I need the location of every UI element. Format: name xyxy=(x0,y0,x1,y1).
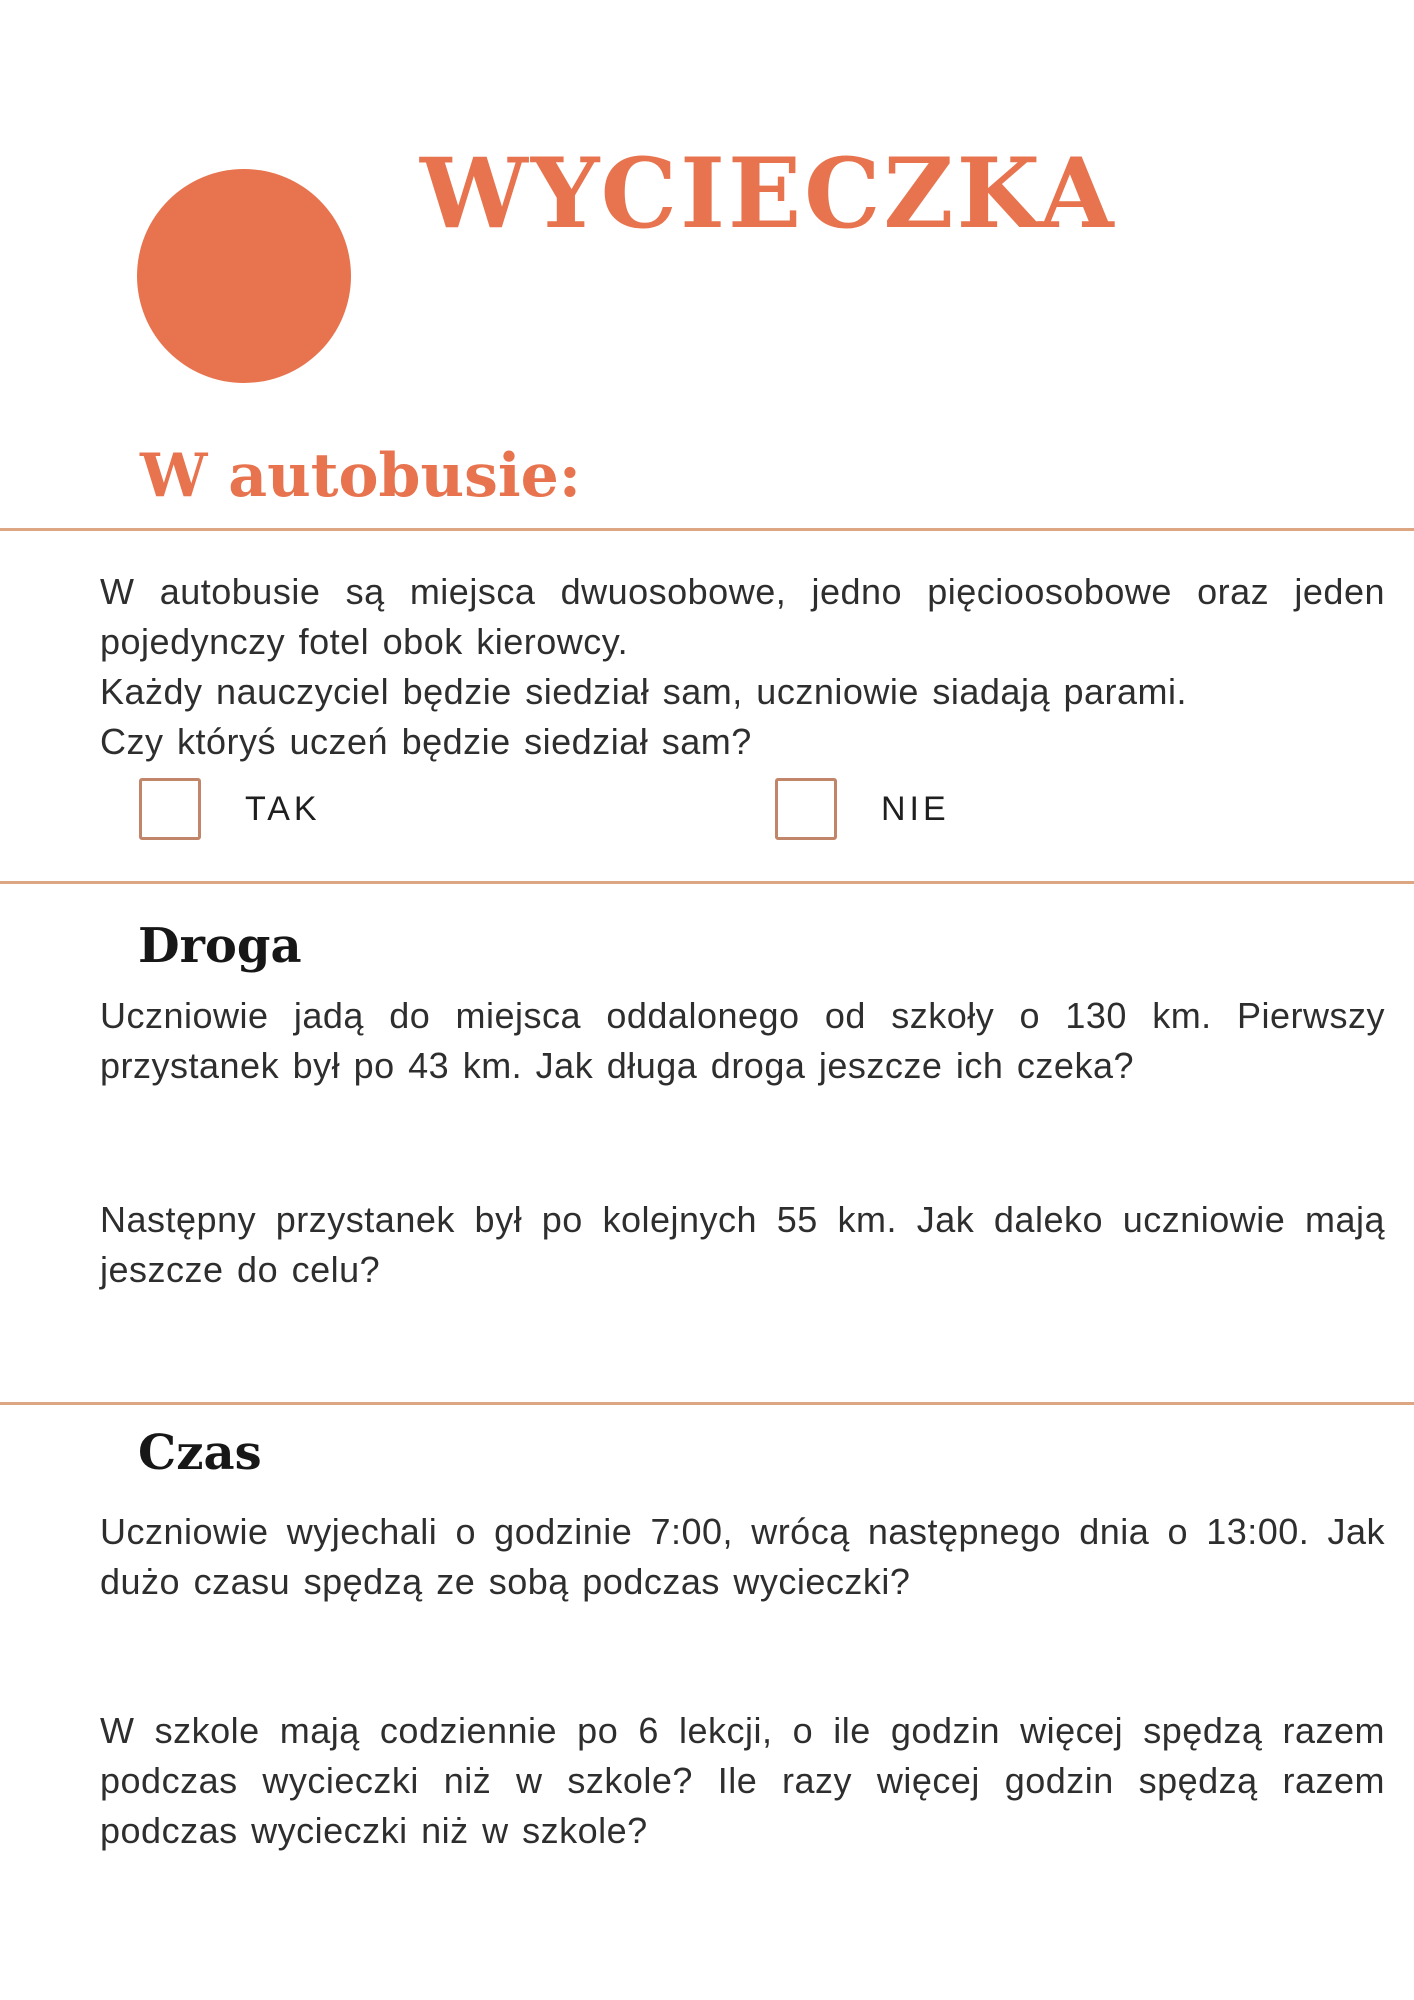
body-line: Następny przystanek był po kolejnych 55 km. Jak daleko uczniowie mają xyxy=(100,1199,1385,1240)
divider-rule xyxy=(0,1402,1414,1405)
body-line: Każdy nauczyciel będzie siedział sam, uczniowie siadają parami. xyxy=(100,671,1188,712)
body-line: Uczniowie wyjechali o godzinie 7:00, wrócą następnego dnia o 13:00. Jak xyxy=(100,1511,1385,1552)
section-heading-time: Czas xyxy=(138,1425,262,1481)
tak-checkbox[interactable] xyxy=(139,778,201,840)
choice-nie xyxy=(775,778,950,840)
orange-circle-logo xyxy=(137,169,351,383)
body-line: podczas wycieczki niż w szkole? Ile razy więcej godzin spędzą razem xyxy=(100,1760,1385,1801)
divider-rule xyxy=(0,528,1414,531)
section-heading-road: Droga xyxy=(138,918,302,974)
body-line: Czy któryś uczeń będzie siedział sam? xyxy=(100,721,752,762)
choice-tak xyxy=(139,778,321,840)
nie-label: NIE xyxy=(881,789,950,828)
body-line: Uczniowie jadą do miejsca oddalonego od szkoły o 130 km. Pierwszy xyxy=(100,995,1385,1036)
paragraph-time-q1 xyxy=(100,1507,1385,1607)
body-line: przystanek był po 43 km. Jak długa droga jeszcze ich czeka? xyxy=(100,1045,1134,1086)
body-line: podczas wycieczki niż w szkole? xyxy=(100,1810,648,1851)
body-line: W szkole mają codziennie po 6 lekcji, o ile godzin więcej spędzą razem xyxy=(100,1710,1385,1751)
paragraph-road-q1 xyxy=(100,991,1385,1091)
answer-choice-row xyxy=(0,778,1414,840)
body-line: jeszcze do celu? xyxy=(100,1249,381,1290)
paragraph-time-q2 xyxy=(100,1706,1385,1856)
tak-label: TAK xyxy=(245,789,321,828)
body-line: W autobusie są miejsca dwuosobowe, jedno pięcioosobowe oraz jeden xyxy=(100,571,1385,612)
paragraph-road-q2 xyxy=(100,1195,1385,1295)
nie-checkbox[interactable] xyxy=(775,778,837,840)
body-line: dużo czasu spędzą ze sobą podczas wycieczki? xyxy=(100,1561,911,1602)
divider-rule xyxy=(0,881,1414,884)
page-title: WYCIECZKA xyxy=(420,137,1117,250)
body-line: pojedynczy fotel obok kierowcy. xyxy=(100,621,629,662)
section-heading-bus: W autobusie: xyxy=(140,441,581,511)
paragraph-bus xyxy=(100,567,1385,767)
